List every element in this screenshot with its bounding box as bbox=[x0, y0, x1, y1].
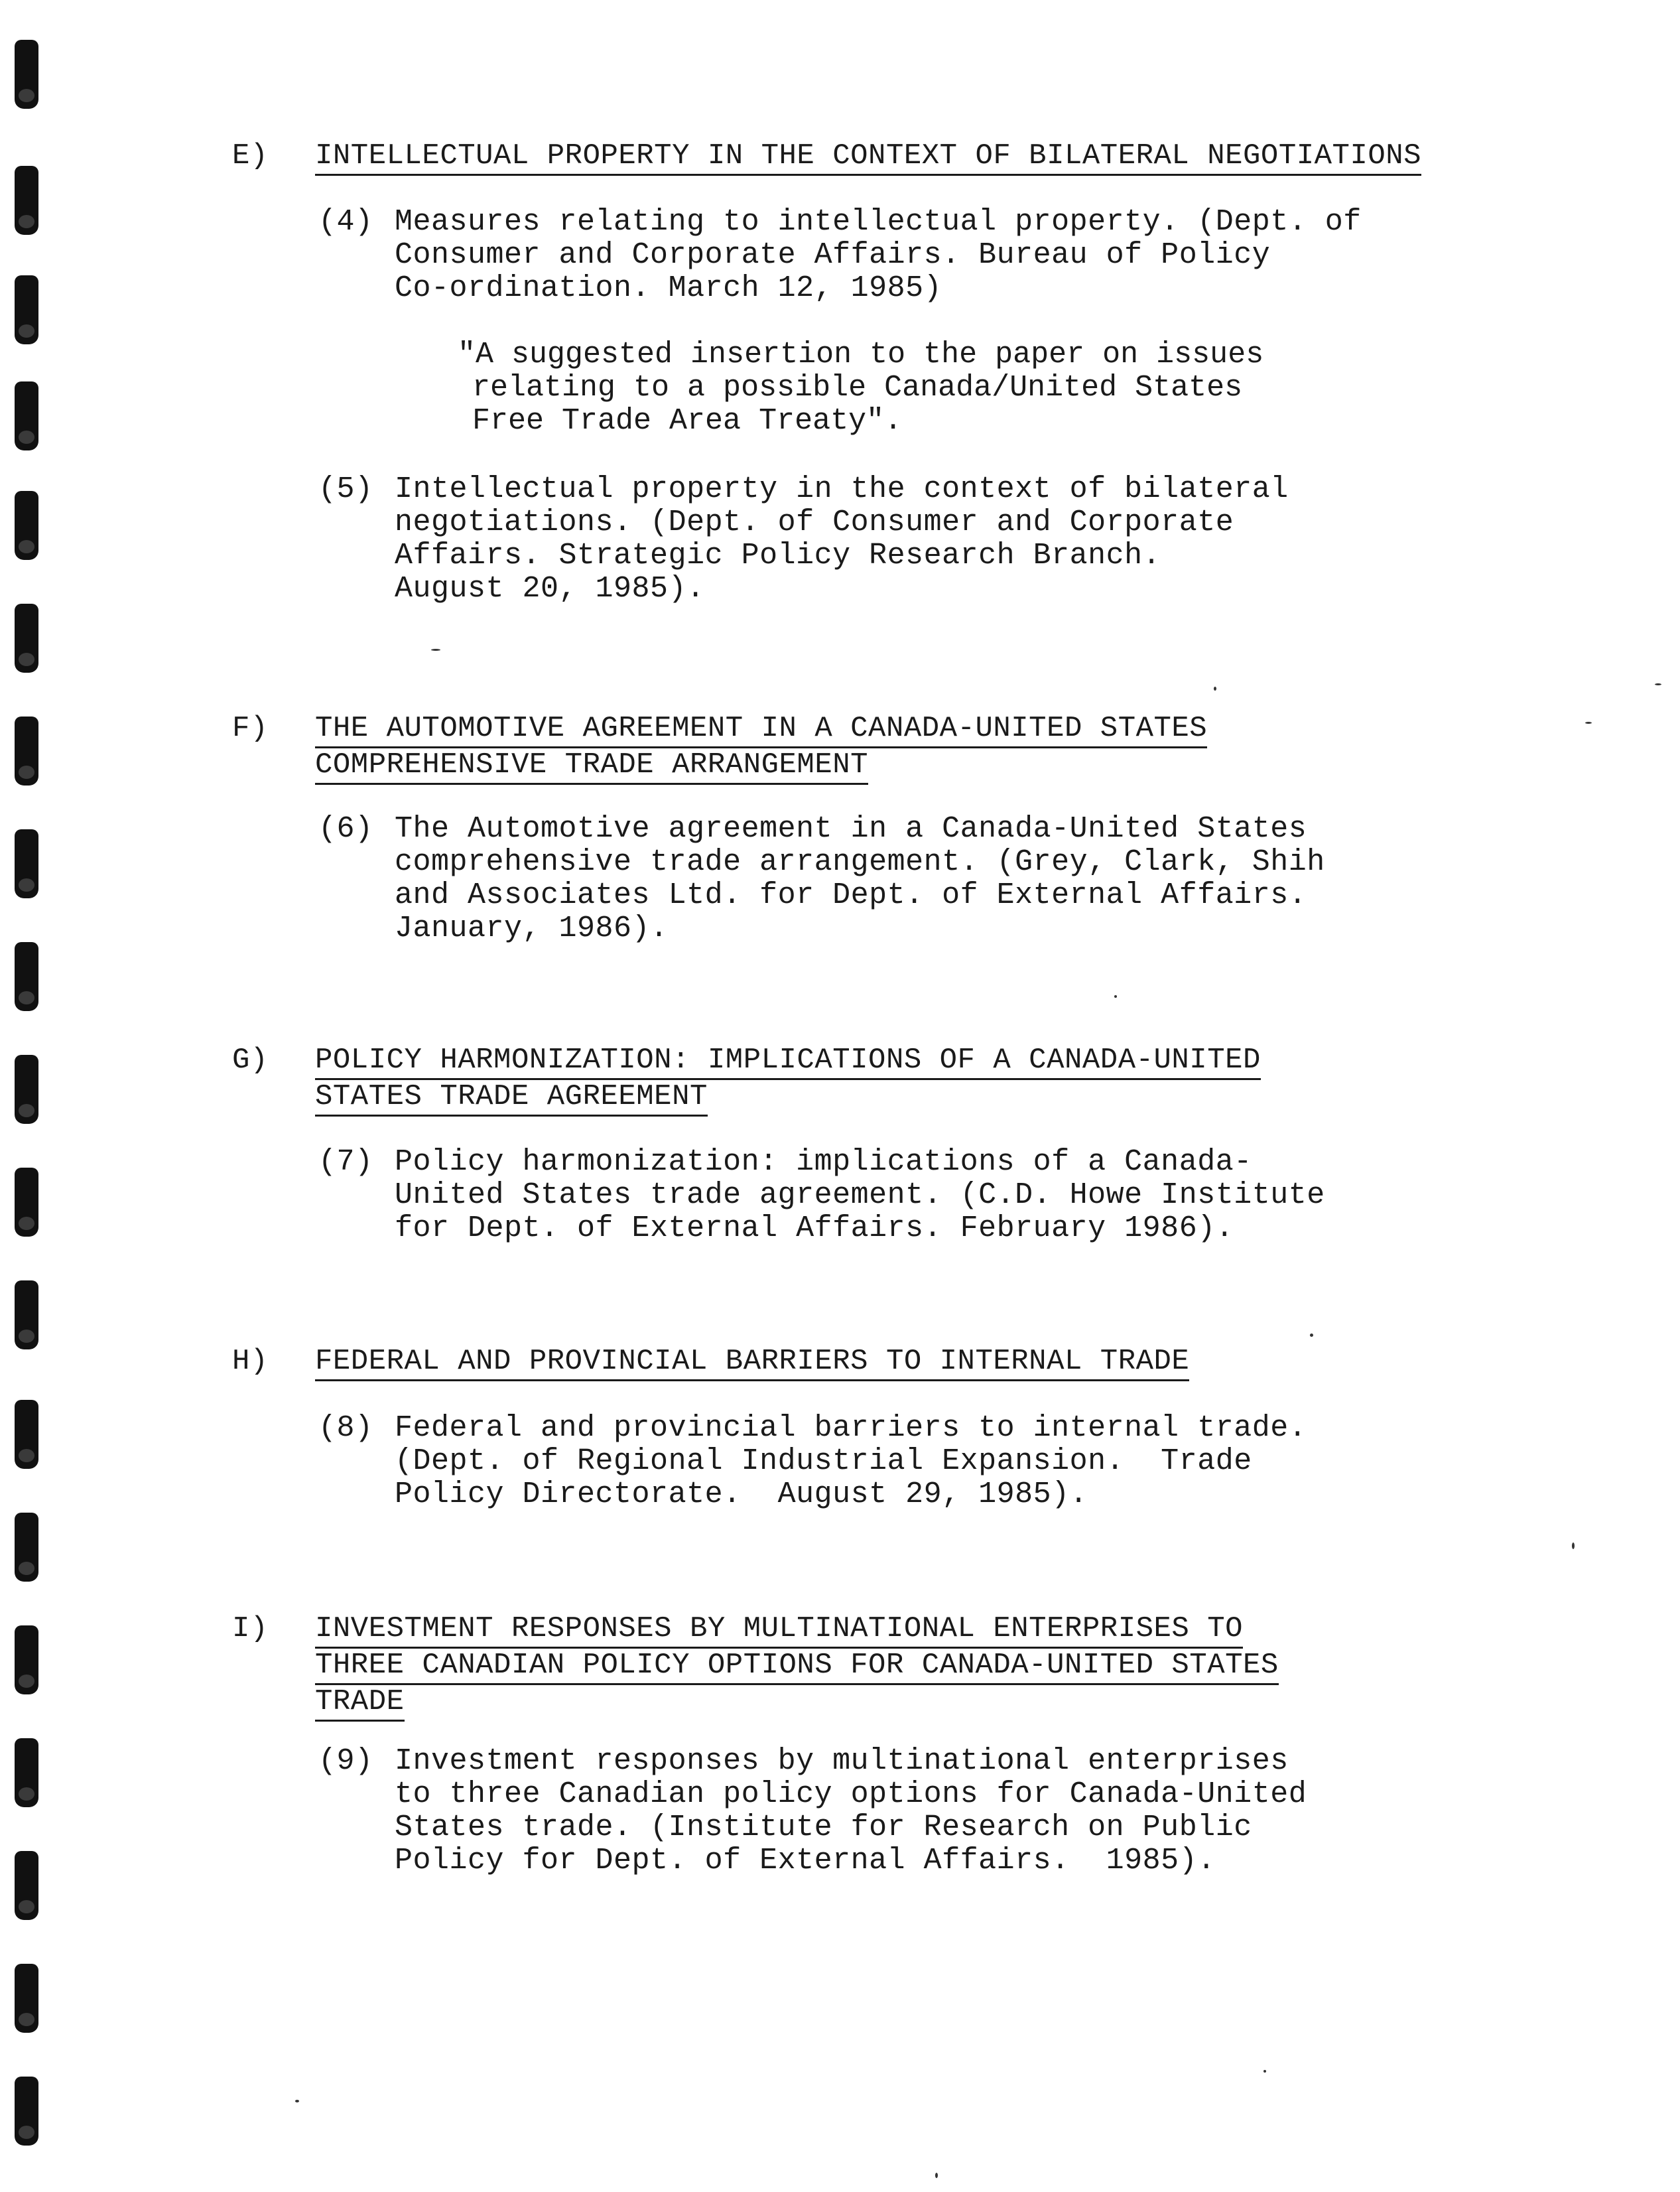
entry-line: Consumer and Corporate Affairs. Bureau of Policy bbox=[395, 238, 1271, 272]
heading-line: TRADE bbox=[315, 1685, 405, 1722]
scan-speck bbox=[295, 2100, 299, 2102]
entry-line: Policy Directorate. August 29, 1985). bbox=[395, 1477, 1088, 1511]
reference-entry-4 bbox=[318, 206, 1362, 305]
binding-hole bbox=[15, 491, 38, 560]
entry-line: and Associates Ltd. for Dept. of External Affairs. bbox=[395, 878, 1307, 912]
entry-line: States trade. (Institute for Research on Public bbox=[395, 1811, 1252, 1844]
entry-line: negotiations. (Dept. of Consumer and Corporate bbox=[395, 506, 1234, 539]
entry-line: Federal and provincial barriers to internal trade. bbox=[395, 1411, 1307, 1445]
section-letter: E) bbox=[232, 139, 269, 172]
scan-speck bbox=[935, 2173, 938, 2178]
entry-number: (8) bbox=[318, 1411, 373, 1445]
binding-hole bbox=[15, 275, 38, 344]
binding-hole bbox=[15, 166, 38, 235]
binding-hole bbox=[15, 1625, 38, 1694]
quote-line: "A suggested insertion to the paper on issues bbox=[458, 338, 1264, 372]
binding-hole bbox=[15, 2077, 38, 2146]
entry-line: Policy for Dept. of External Affairs. 1985). bbox=[395, 1844, 1216, 1878]
heading-line: INTELLECTUAL PROPERTY IN THE CONTEXT OF BILATERAL NEGOTIATIONS bbox=[315, 139, 1421, 176]
quote-line: relating to a possible Canada/United States bbox=[472, 371, 1243, 405]
heading-line: THREE CANADIAN POLICY OPTIONS FOR CANADA-UNITED STATES bbox=[315, 1649, 1279, 1685]
binding-hole bbox=[15, 1168, 38, 1237]
scan-speck bbox=[1310, 1334, 1313, 1337]
binding-hole bbox=[15, 1280, 38, 1349]
entry-line: Policy harmonization: implications of a Canada- bbox=[395, 1145, 1252, 1179]
reference-entry-9 bbox=[318, 1745, 1307, 1878]
section-letter: G) bbox=[232, 1044, 269, 1077]
entry-line: for Dept. of External Affairs. February 1986). bbox=[395, 1211, 1234, 1245]
section-heading bbox=[315, 712, 1207, 785]
entry-number: (4) bbox=[318, 205, 373, 239]
entry-line: The Automotive agreement in a Canada-United States bbox=[395, 812, 1307, 846]
section-letter: H) bbox=[232, 1345, 269, 1378]
section-letter: I) bbox=[232, 1612, 269, 1645]
entry-number: (6) bbox=[318, 812, 373, 846]
binding-hole bbox=[15, 942, 38, 1011]
entry-line: comprehensive trade arrangement. (Grey, Clark, Shih bbox=[395, 845, 1325, 879]
scan-speck bbox=[1655, 683, 1661, 685]
heading-line: THE AUTOMOTIVE AGREEMENT IN A CANADA-UNITED STATES bbox=[315, 712, 1207, 748]
binding-hole bbox=[15, 717, 38, 786]
entry-line: August 20, 1985). bbox=[395, 572, 705, 606]
entry-line: United States trade agreement. (C.D. Howe Institute bbox=[395, 1178, 1325, 1212]
entry-line: Co-ordination. March 12, 1985) bbox=[395, 271, 942, 305]
section-heading bbox=[315, 1612, 1279, 1722]
section-heading bbox=[315, 139, 1421, 176]
binding-hole bbox=[15, 1738, 38, 1807]
binding-hole bbox=[15, 829, 38, 898]
entry-number: (5) bbox=[318, 472, 373, 506]
binding-hole bbox=[15, 40, 38, 109]
entry-line: Investment responses by multinational enterprises bbox=[395, 1744, 1289, 1778]
reference-entry-6 bbox=[318, 813, 1325, 945]
binding-holes bbox=[15, 40, 41, 2163]
entry-line: Affairs. Strategic Policy Research Branch. bbox=[395, 539, 1161, 573]
quoted-note bbox=[458, 338, 1263, 438]
entry-line: to three Canadian policy options for Canada-United bbox=[395, 1777, 1307, 1811]
heading-line: FEDERAL AND PROVINCIAL BARRIERS TO INTERNAL TRADE bbox=[315, 1345, 1189, 1381]
scan-speck bbox=[1572, 1542, 1575, 1549]
binding-hole bbox=[15, 1055, 38, 1124]
quote-line: Free Trade Area Treaty". bbox=[472, 404, 903, 438]
entry-line: Intellectual property in the context of bilateral bbox=[395, 472, 1289, 506]
scan-speck bbox=[431, 649, 440, 651]
entry-number: (7) bbox=[318, 1145, 373, 1179]
heading-line: INVESTMENT RESPONSES BY MULTINATIONAL ENTERPRISES TO bbox=[315, 1612, 1243, 1649]
entry-line: January, 1986). bbox=[395, 912, 669, 945]
binding-hole bbox=[15, 1851, 38, 1920]
reference-entry-5 bbox=[318, 473, 1289, 606]
section-heading bbox=[315, 1044, 1261, 1117]
binding-hole bbox=[15, 1964, 38, 2033]
section-heading bbox=[315, 1345, 1189, 1381]
scan-speck bbox=[1214, 687, 1216, 691]
binding-hole bbox=[15, 381, 38, 450]
scan-speck bbox=[1263, 2070, 1266, 2073]
binding-hole bbox=[15, 1513, 38, 1582]
entry-number: (9) bbox=[318, 1744, 373, 1778]
binding-hole bbox=[15, 1400, 38, 1469]
reference-entry-7 bbox=[318, 1146, 1325, 1245]
heading-line: COMPREHENSIVE TRADE ARRANGEMENT bbox=[315, 748, 868, 785]
scan-speck bbox=[1585, 722, 1592, 724]
scan-speck bbox=[1114, 995, 1117, 998]
heading-line: STATES TRADE AGREEMENT bbox=[315, 1080, 708, 1117]
heading-line: POLICY HARMONIZATION: IMPLICATIONS OF A CANADA-UNITED bbox=[315, 1044, 1261, 1080]
section-letter: F) bbox=[232, 712, 269, 745]
entry-line: (Dept. of Regional Industrial Expansion. Trade bbox=[395, 1444, 1252, 1478]
entry-line: Measures relating to intellectual property. (Dept. of bbox=[395, 205, 1362, 239]
reference-entry-8 bbox=[318, 1412, 1307, 1511]
binding-hole bbox=[15, 604, 38, 673]
